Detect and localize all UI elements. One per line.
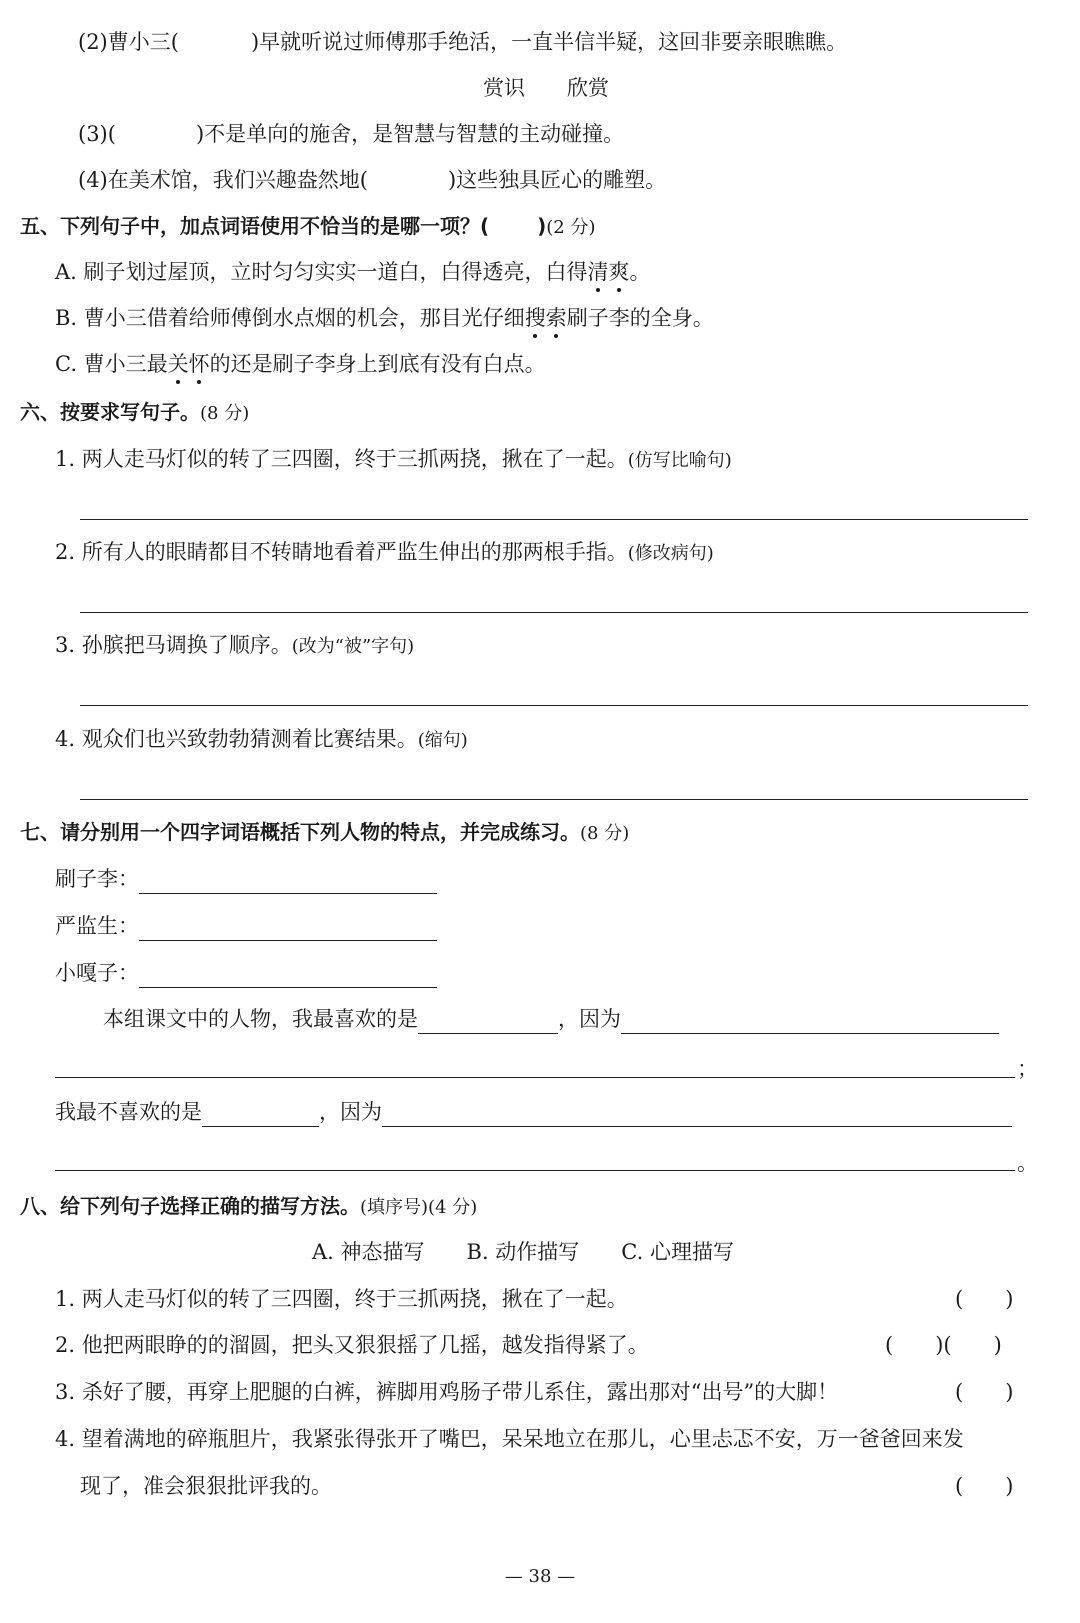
- answer-blank[interactable]: [418, 1009, 558, 1034]
- sec7-title: 七、请分别用一个四字词语概括下列人物的特点，并完成练习。(8 分): [20, 820, 630, 844]
- sec5-option-b: B. 曹小三借着给师傅倒水点烟的机会，那目光仔细搜索刷子李的全身。: [55, 303, 714, 333]
- answer-blank[interactable]: [382, 1102, 1012, 1127]
- person-xiao-gazi: 小嘎子：: [55, 958, 437, 988]
- answer-blank[interactable]: [139, 963, 437, 988]
- dotted-char: 爽: [609, 257, 630, 287]
- answer-blank[interactable]: [139, 916, 437, 941]
- answer-line[interactable]: [55, 1170, 1015, 1171]
- sec5-title: 五、下列句子中，加点词语使用不恰当的是哪一项？( )(2 分): [20, 214, 596, 238]
- sec5-option-a: A. 刷子划过屋顶，立时匀匀实实一道白，白得透亮，白得清爽。: [55, 257, 651, 287]
- dotted-char: 搜: [525, 303, 546, 333]
- answer-blank[interactable]: [621, 1009, 999, 1034]
- sec4-q4: (4)在美术馆，我们兴趣盎然地( )这些独具匠心的雕塑。: [78, 168, 667, 192]
- description-methods: A. 神态描写 B. 动作描写 C. 心理描写: [312, 1240, 734, 1264]
- sec6-q4: 4. 观众们也兴致勃勃猜测着比赛结果。(缩句): [55, 727, 468, 751]
- answer-paren[interactable]: ( ): [955, 1287, 1014, 1311]
- person-brush-li: 刷子李：: [55, 864, 437, 894]
- answer-blank[interactable]: [202, 1102, 319, 1127]
- sec6-q2: 2. 所有人的眼睛都目不转睛地看着严监生伸出的那两根手指。(修改病句): [55, 540, 714, 564]
- answer-blank[interactable]: [139, 869, 437, 894]
- sec8-q3: 3. 杀好了腰，再穿上肥腿的白裤，裤脚用鸡肠子带儿系住，露出那对“出号”的大脚！: [55, 1380, 839, 1404]
- person-yan-jiansheng: 严监生：: [55, 911, 437, 941]
- answer-paren[interactable]: ( ): [955, 1474, 1014, 1498]
- word-choices: 赏识 欣赏: [483, 76, 609, 100]
- answer-paren-double[interactable]: ( )( ): [885, 1333, 1002, 1357]
- sec4-q3: (3)( )不是单向的施舍，是智慧与智慧的主动碰撞。: [78, 122, 625, 146]
- period: 。: [1017, 1151, 1038, 1175]
- sec8-q1: 1. 两人走马灯似的转了三四圈，终于三抓两挠，揪在了一起。: [55, 1287, 628, 1311]
- semicolon: ；: [1017, 1057, 1038, 1081]
- sec8-title: 八、给下列句子选择正确的描写方法。(填序号)(4 分): [20, 1194, 478, 1218]
- sec8-q2: 2. 他把两眼睁的的溜圆，把头又狠狠摇了几摇，越发指得紧了。: [55, 1333, 649, 1357]
- sec5-option-c: C. 曹小三最关怀的还是刷子李身上到底有没有白点。: [55, 349, 546, 379]
- page-number: — 38 —: [504, 1566, 576, 1587]
- sec6-q3: 3. 孙膑把马调换了顺序。(改为“被”字句): [55, 633, 415, 657]
- dotted-char: 清: [588, 257, 609, 287]
- sec6-title: 六、按要求写句子。(8 分): [20, 400, 250, 424]
- answer-line[interactable]: [80, 612, 1028, 613]
- answer-line[interactable]: [80, 705, 1028, 706]
- answer-line[interactable]: [80, 799, 1028, 800]
- sec4-q2: (2)曹小三( )早就听说过师傅那手绝活，一直半信半疑，这回非要亲眼瞧瞧。: [78, 30, 848, 54]
- sec6-q1: 1. 两人走马灯似的转了三四圈，终于三抓两挠，揪在了一起。(仿写比喻句): [55, 447, 732, 471]
- dotted-char: 关: [168, 349, 189, 379]
- dotted-char: 怀: [189, 349, 210, 379]
- least-favorite-character: 我最不喜欢的是 ，因为: [55, 1097, 1012, 1127]
- dotted-char: 索: [546, 303, 567, 333]
- answer-line[interactable]: [55, 1077, 1015, 1078]
- answer-paren[interactable]: ( ): [955, 1380, 1014, 1404]
- sec8-q4-line2: 现了，准会狠狠批评我的。: [80, 1474, 332, 1498]
- favorite-character: 本组课文中的人物，我最喜欢的是 ，因为: [103, 1004, 999, 1034]
- sec8-q4-line1: 4. 望着满地的碎瓶胆片，我紧张得张开了嘴巴，呆呆地立在那儿，心里忐忑不安，万一爸爸回来发: [55, 1427, 964, 1451]
- answer-line[interactable]: [80, 519, 1028, 520]
